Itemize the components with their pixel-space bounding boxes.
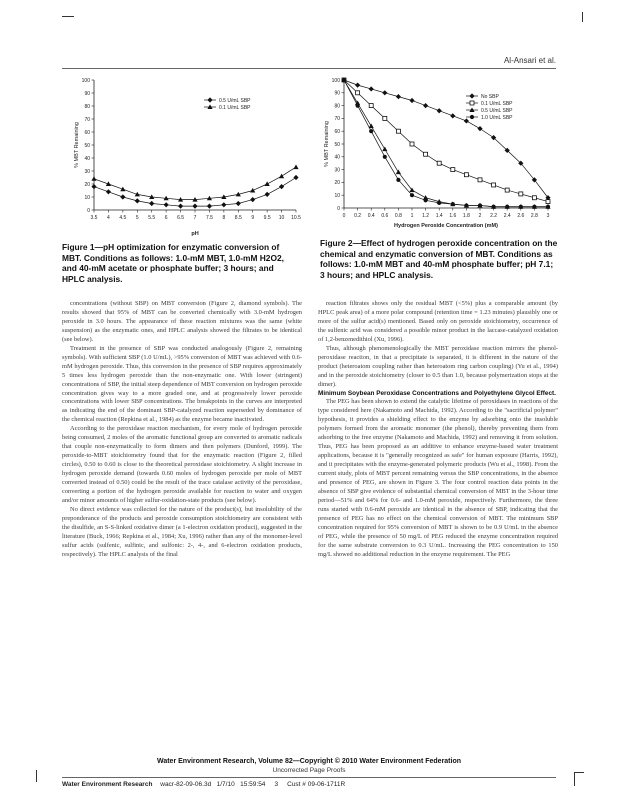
y-tick-label: 10: [84, 194, 90, 201]
legend-label: 0.5 U/mL SBP: [219, 97, 251, 104]
data-point: [207, 204, 212, 209]
x-tick-label: 6: [164, 215, 168, 221]
x-tick-label: 0.2: [354, 213, 362, 219]
x-tick-label: 10.5: [291, 215, 301, 221]
x-tick-label: 1.2: [422, 213, 430, 219]
x-tick-label: 2.6: [517, 213, 525, 219]
legend-marker: [470, 101, 474, 105]
y-tick-label: 30: [84, 168, 90, 175]
x-tick-label: 2: [478, 213, 482, 219]
data-point: [355, 83, 360, 88]
y-tick-label: 60: [334, 129, 340, 135]
data-point: [451, 202, 455, 206]
data-point: [532, 205, 536, 209]
x-tick-label: 2.4: [503, 213, 511, 219]
slug-customer: Cust # 09-06-1711R: [287, 781, 346, 788]
y-tick-label: 20: [84, 181, 90, 188]
data-point: [106, 189, 111, 194]
data-point: [492, 205, 496, 209]
y-tick-label: 40: [334, 154, 340, 161]
y-tick-label: 30: [334, 167, 340, 174]
data-point: [437, 201, 441, 205]
y-tick-label: 100: [81, 77, 90, 84]
data-point: [342, 78, 346, 82]
data-point: [356, 104, 360, 108]
y-tick-label: 90: [334, 90, 340, 97]
series-line: [344, 80, 548, 207]
y-tick-label: 100: [331, 77, 340, 84]
data-point: [279, 174, 284, 179]
series-line: [344, 80, 548, 198]
y-tick-label: 70: [334, 116, 340, 123]
data-point: [369, 129, 373, 133]
legend-label: 0.5 U/mL SBP: [481, 107, 513, 114]
data-point: [396, 170, 401, 175]
data-point: [492, 183, 496, 187]
y-tick-label: 20: [334, 180, 340, 187]
data-point: [293, 165, 298, 170]
x-tick-label: 2.2: [490, 213, 498, 219]
data-point: [519, 192, 523, 196]
data-point: [383, 155, 387, 159]
figure-1-caption: [62, 242, 298, 284]
crop-mark: [62, 16, 74, 17]
running-head: Al-Ansari et al.: [503, 56, 556, 65]
x-tick-label: 0.6: [381, 213, 389, 219]
x-tick-label: 8.5: [234, 215, 242, 221]
data-point: [424, 198, 428, 202]
data-point: [178, 204, 183, 209]
data-point: [293, 175, 298, 180]
data-point: [221, 202, 226, 207]
y-tick-label: 10: [334, 193, 340, 199]
data-point: [382, 147, 387, 152]
crop-mark: [582, 12, 583, 22]
series-line: [94, 178, 296, 207]
data-point: [451, 168, 455, 172]
figure-2-caption-text: Figure 2—Effect of hydrogen peroxide concentration on the chemical and enzymatic conversion of MBT. Conditions as follows: 1.0-mM MBT and 40-mM phosphate buffer; pH 7.1; 3 hours; and HPLC analysis.: [320, 238, 558, 280]
header-rule: [62, 68, 556, 69]
legend-marker: [207, 97, 212, 102]
legend-label: 0.1 U/mL SBP: [481, 100, 513, 107]
x-tick-label: 7: [193, 215, 197, 221]
data-point: [505, 205, 509, 209]
data-point: [91, 184, 96, 189]
data-point: [424, 152, 428, 156]
body-right-column: [318, 300, 558, 560]
series-line: [344, 80, 548, 207]
x-tick-label: 9.5: [263, 215, 271, 221]
legend-label: No SBP: [481, 93, 499, 100]
data-point: [120, 194, 125, 199]
figure-1-caption-text: Figure 1—pH optimization for enzymatic conversion of MBT. Conditions as follows: 1.0-mM MBT, 1.0-mM H2O2, and 40-mM acetate or phosphate buffer; 3 hours; and HPLC analysis.: [62, 242, 284, 284]
figure-2-chart: [316, 72, 558, 240]
x-axis-label: pH: [191, 231, 199, 237]
y-tick-label: 80: [334, 103, 340, 110]
proof-notice: Uncorrected Page Proofs: [272, 767, 346, 774]
series-line: [344, 80, 548, 202]
figure-2-caption: [320, 238, 558, 280]
x-tick-label: 3.5: [90, 215, 98, 221]
data-point: [265, 192, 270, 197]
production-slug: [62, 781, 345, 788]
body-paragraph: concentrations (without SBP) on MBT conversion (Figure 2, diamond symbols). The results showed that 95% of MBT can be converted chemically with 3.0-mM hydrogen peroxide in 3.0 hours. The appearance of these reaction mixtures was the same (white suspension) as the enzymatic ones, and HPLC analysis showed the filtrates to be identical (see below).: [62, 300, 302, 343]
x-tick-label: 4: [107, 215, 110, 221]
data-point: [383, 116, 387, 120]
data-point: [437, 108, 442, 113]
x-tick-label: 1.4: [435, 213, 443, 219]
data-point: [546, 205, 550, 209]
y-tick-label: 0: [87, 207, 90, 214]
x-tick-label: 3: [546, 213, 550, 219]
data-point: [250, 188, 255, 193]
data-point: [437, 161, 441, 165]
x-tick-label: 5.5: [148, 215, 156, 221]
legend-marker: [469, 93, 474, 98]
body-left-column: [62, 300, 302, 560]
slug-page: 3: [274, 781, 279, 788]
data-point: [135, 198, 140, 203]
figure-2: [316, 72, 558, 240]
x-tick-label: 10: [278, 215, 285, 221]
crop-mark: [574, 772, 575, 786]
data-point: [519, 205, 523, 209]
figure-1-chart: [62, 72, 304, 240]
data-point: [279, 184, 284, 189]
body-paragraph: Treatment in the presence of SBP was conducted analogously (Figure 2, remaining symbols). With sufficient SBP (1.0 U/mL), >95% conversion of MBT was achieved with 0.6-mM hydrogen peroxide. Thus, this conversion in the presence of SBP requires approximately 5 times less hydrogen peroxide than the non-enzymatic one. With lower (stringent) concentrations of SBP, the initial steep dependence of MBT conversion on hydrogen peroxide concentration gives way to a more graded one, and at progressively lower peroxide concentrations with lower SBP concentrations. The breakpoints in the curves are interpreted as indicating the end of the dominant SBP-catalyzed reaction superseded by dominance of the chemical reaction (Repkina et al., 1984) as the enzyme became inactivated.: [62, 344, 303, 424]
slug-journal: Water Environment Research: [62, 781, 153, 788]
y-tick-label: 40: [84, 155, 90, 162]
body-paragraph: reaction filtrates shows only the residual MBT (<5%) plus a comparable amount (by HPLC peak area) of a more polar compound (retention time = 1.23 minutes) plausibly one or more of the sulfur acid(s) mentioned. Based only on peroxide stoichiometry, occurrence of the sulfenic acid was considered a possible minor product in the laccase-catalyzed oxidation of 1,2-benzenedithiol (Xu, 1996).: [318, 300, 558, 343]
data-point: [478, 203, 482, 207]
x-tick-label: 5: [135, 215, 139, 221]
x-tick-label: 6.5: [177, 215, 185, 221]
data-point: [532, 196, 536, 200]
x-axis-label: Hydrogen Peroxide Concentration (mM): [394, 223, 498, 229]
x-tick-label: 4.5: [119, 215, 127, 221]
y-tick-label: 70: [84, 116, 90, 123]
data-point: [250, 197, 255, 202]
data-point: [477, 126, 482, 131]
data-point: [450, 113, 455, 118]
y-tick-label: 80: [84, 103, 90, 110]
data-point: [464, 203, 468, 207]
x-tick-label: 0: [342, 213, 346, 219]
legend-label: 0.1 U/mL SBP: [219, 104, 251, 111]
section-heading: Minimum Soybean Peroxidase Concentrations and Polyethylene Glycol Effect.: [318, 389, 556, 397]
journal-footer: Water Environment Research, Volume 82—Copyright © 2010 Water Environment Federation: [156, 758, 462, 765]
data-point: [410, 142, 414, 146]
data-point: [396, 94, 401, 99]
data-point: [164, 202, 169, 207]
data-point: [423, 103, 428, 108]
x-tick-label: 1.8: [462, 213, 470, 219]
data-point: [91, 176, 96, 181]
y-tick-label: 50: [334, 141, 340, 148]
data-point: [396, 178, 400, 182]
data-point: [192, 204, 197, 209]
legend-label: 1.0 U/mL SBP: [481, 114, 513, 121]
data-point: [409, 98, 414, 103]
footer-rule: [62, 777, 556, 778]
x-tick-label: 9: [251, 215, 255, 221]
body-paragraph: The PEG has been shown to extend the catalytic lifetime of peroxidases in reactions of the type considered here (Nakamoto and Machida, 1992). According to the "sacrificial polymer" hypothesis, it provides a shielding effect to the enzyme by adsorbing onto the insoluble polymers formed from the aromatic monomer (the phenol), thereby preventing them from adsorbing to the free enzyme (Nakamoto and Machida, 1992) and removing it from solution. Thus, PEG has been proposed as an additive to enhance enzyme-based water treatment applications, because it is "generally recognized as safe" for human exposure (Harris, 1992), and it precipitates with the enzyme-generated polymeric products (Wu et al., 1998). From the current study, plots of MBT percent remaining versus the SBP concentrations, in the absence and presence of PEG, are shown in Figure 3. The four control reaction data points in the absence of SBP give evidence of substantial chemical conversion of MBT in the 3-hour time period—51% and 64% for 0.6- and 1.0-mM peroxide, respectively. Furthermore, the three runs started with 0.6-mM peroxide are identical in the absence of SBP, indicating that the presence of PEG has no effect on the chemical conversion of MBT. The minimum SBP concentration required for 95% conversion of MBT is shown to be 0.9 U/mL in the absence of PEG, while the presence of 50 mg/L of PEG reduced the enzyme concentration required for the same substrate conversion to 0.3 U/mL. Increasing the PEG concentration to 150 mg/L showed no additional reduction in the enzyme requirement. The PEG: [318, 398, 558, 558]
figure-1: [62, 72, 304, 240]
data-point: [369, 86, 374, 91]
y-axis-label: % MBT Remaining: [74, 122, 80, 168]
x-tick-label: 8: [222, 215, 226, 221]
data-point: [236, 201, 241, 206]
y-tick-label: 50: [84, 142, 90, 149]
data-point: [382, 90, 387, 95]
legend-marker: [470, 115, 474, 119]
y-tick-label: 90: [84, 90, 90, 97]
data-point: [149, 201, 154, 206]
data-point: [396, 129, 400, 133]
body-paragraph: According to the peroxidase reaction mechanism, for every mole of hydrogen peroxide being consumed, 2 moles of the aromatic functional group are converted to aromatic radicals that couple non-enzymatically to form dimers and then polymers (Dunford, 1999). The peroxide-to-MBT stoichiometry found that for the enzymatic reaction (Figure 2, filled circles), 0.50 to 0.60 is close to the theoretical peroxidase stoichiometry. A slight increase in hydrogen peroxide demand (towards 0.60 moles of hydrogen peroxide per mole of MBT converted instead of 0.50) could be the result of the trace catalase activity of the peroxidase, converting a portion of the hydrogen peroxide available for reaction to water and oxygen and/or minor amounts of higher sulfur-oxidation-state products (see below).: [62, 425, 302, 504]
x-tick-label: 0.8: [394, 213, 402, 219]
data-point: [356, 91, 360, 95]
x-tick-label: 1: [410, 213, 414, 219]
y-tick-label: 60: [84, 129, 90, 136]
data-point: [265, 181, 270, 186]
y-axis-label: % MBT Remaining: [324, 121, 330, 167]
slug-date: 1/7/10: [216, 781, 235, 788]
data-point: [464, 118, 469, 123]
body-paragraph: No direct evidence was collected for the nature of the product(s), but insolubility of the preponderance of the products and peroxide consumption stoichiometry are consistent with the disulfide, an S-S-linked oxidative dimer (a 1-electron oxidation product), suggested in the literature (Buck, 1966; Repkina et al., 1984; Xu, 1996) rather than any of the monomer-level sulfur acids (sulfenic, sulfinic, and sulfonic: 2-, 4-, and 6-electron oxidation products, respectively). The HPLC analysis of the final: [62, 505, 302, 558]
slug-time: 15:59:54: [240, 781, 266, 788]
data-point: [546, 200, 550, 204]
data-point: [369, 104, 373, 108]
data-point: [478, 178, 482, 182]
x-tick-label: 0.4: [367, 213, 375, 219]
data-point: [505, 188, 509, 192]
x-tick-label: 7.5: [205, 215, 213, 221]
body-paragraph: Thus, although phenomenologically the MBT peroxidase reaction mirrors the phenol-peroxidase reaction, in that a precipitate is separated, it is different in the nature of the product (heteroatom coupling rather than heteroatom ring carbon coupling) (Yu et al., 1994) and in the peroxide stoichiometry (closer to 0.5 than 1.0, because polymerization stops at the dimer).: [318, 344, 558, 388]
slug-file: wacr-82-09-06.3d: [160, 781, 212, 788]
data-point: [410, 193, 414, 197]
x-tick-label: 2.8: [530, 213, 538, 219]
x-tick-label: 1.6: [449, 213, 457, 219]
y-tick-label: 0: [337, 205, 340, 212]
data-point: [464, 173, 468, 177]
